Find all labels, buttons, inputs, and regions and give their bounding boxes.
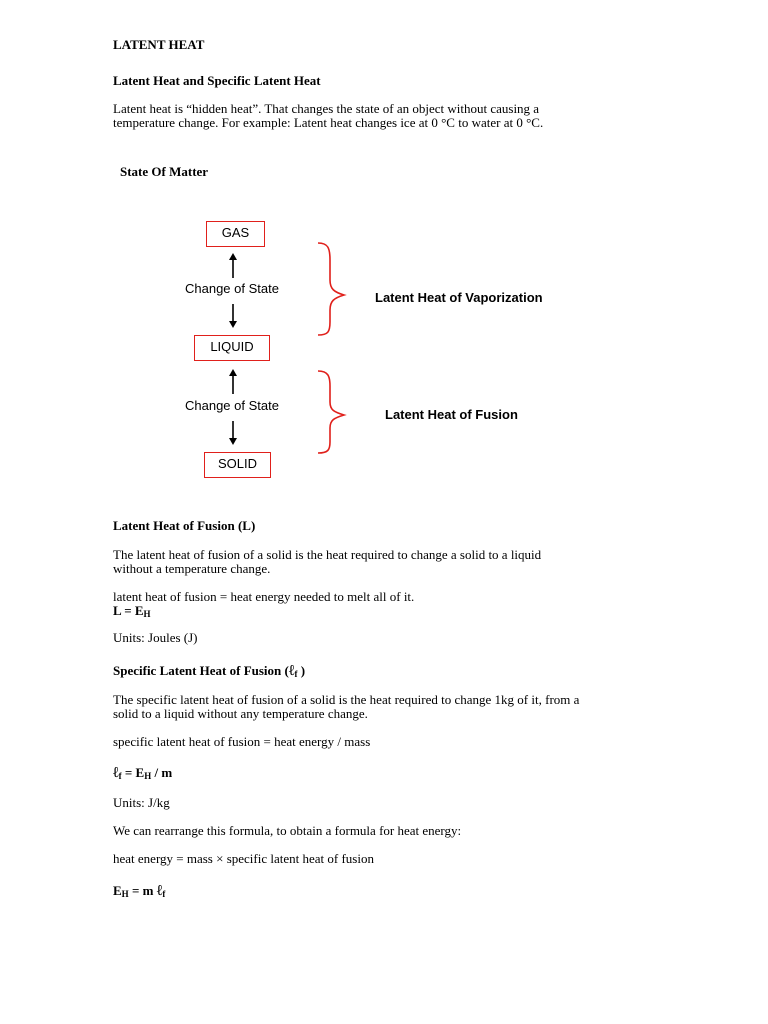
section-heading-latent-heat: Latent Heat and Specific Latent Heat (113, 73, 321, 88)
down-arrow-icon (225, 419, 241, 447)
fusion-heading: Latent Heat of Fusion (L) (113, 518, 256, 533)
change-of-state-label-upper: Change of State (185, 281, 279, 296)
fusion-units: Units: Joules (J) (113, 630, 198, 645)
gas-box: GAS (206, 221, 265, 247)
fusion-line-2: without a temperature change. (113, 561, 271, 576)
fusion-equation: $L = E_H$ (113, 603, 151, 619)
heat-energy-equation: $E_H = m$ ℓ$_f$ (113, 883, 166, 899)
specific-line-3: specific latent heat of fusion = heat energy / mass (113, 734, 371, 749)
diagram-title: State Of Matter (120, 164, 209, 179)
specific-heading: Specific Latent Heat of Fusion (ℓ$_f$ ) (113, 663, 306, 679)
up-arrow-icon (225, 368, 241, 396)
fusion-line-3: latent heat of fusion = heat energy needed to melt all of it. (113, 589, 415, 604)
vaporization-brace-icon (312, 240, 352, 338)
fusion-line-1: The latent heat of fusion of a solid is the heat required to change a solid to a liquid (113, 547, 542, 562)
specific-line-2: solid to a liquid without any temperature change. (113, 706, 368, 721)
vaporization-label: Latent Heat of Vaporization (375, 290, 543, 305)
intro-line-2: temperature change. For example: Latent heat changes ice at 0 °C to water at 0 °C. (113, 115, 544, 130)
up-arrow-icon (225, 252, 241, 280)
solid-box: SOLID (204, 452, 271, 478)
document-title: LATENT HEAT (113, 37, 205, 52)
down-arrow-icon (225, 302, 241, 330)
intro-line-1: Latent heat is “hidden heat”. That changes the state of an object without causing a (113, 101, 540, 116)
change-of-state-label-lower: Change of State (185, 398, 279, 413)
liquid-box: LIQUID (194, 335, 270, 361)
fusion-label: Latent Heat of Fusion (385, 407, 518, 422)
fusion-brace-icon (312, 368, 352, 456)
rearrange-text: We can rearrange this formula, to obtain a formula for heat energy: (113, 823, 462, 838)
specific-line-1: The specific latent heat of fusion of a solid is the heat required to change 1kg of it, from a (113, 692, 580, 707)
specific-equation: ℓ$_f$ = $E_H$ / m (113, 765, 173, 781)
specific-units: Units: J/kg (113, 795, 170, 810)
heat-energy-equation-text: heat energy = mass × specific latent heat of fusion (113, 851, 374, 866)
